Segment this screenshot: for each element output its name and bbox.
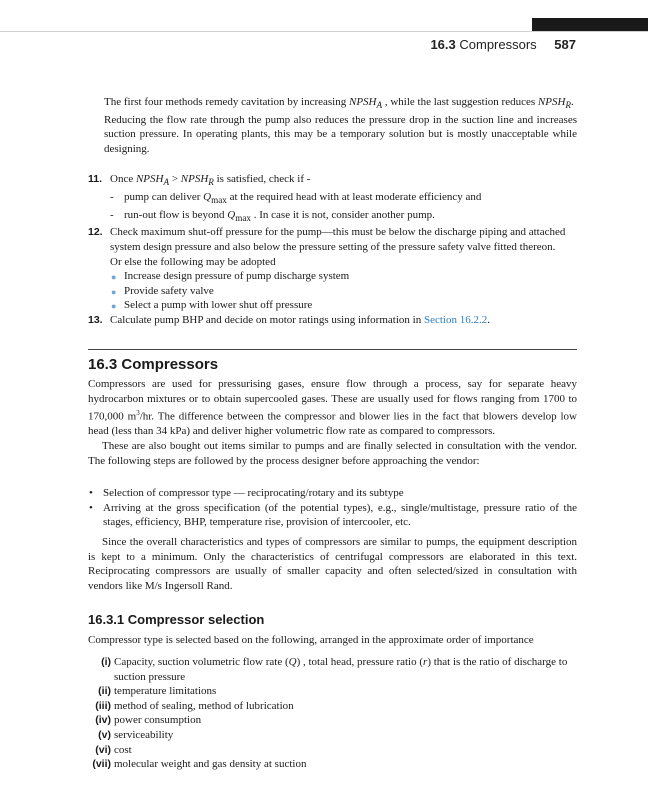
header-rule [0,31,648,32]
bullet-dot-icon: ● [111,286,117,297]
step-12-bullet-3: ● Select a pump with lower shut off pressure [110,298,578,313]
step-12: 12. Check maximum shut-off pressure for the pump—this must be below the discharge piping and attached system design pressure and also below the pressure setting of the pressure safety valve fitted thereon. Or else the following may be adopted ● Increase design pressure of pump discharge system ● Provide safety valve ● Select a pump with lower shut off pressure [88,225,578,313]
running-head [430,37,576,52]
compressor-step-bullet-1: • Selection of compressor type — reciprocating/rotary and its subtype [89,487,404,499]
step-11-sub-1: - pump can deliver $Q_{max}$ at the required head with at least moderate efficiency and [110,190,482,205]
step-12-text: Check maximum shut-off pressure for the pump—this must be below the discharge piping and attached system design pressure and also below the pressure setting of the pressure safety valve fitted thereon. [110,226,566,253]
selection-intro-block [88,633,577,648]
step-12-or-else: Or else the following may be adopted [110,255,276,268]
criterion-5: (v) serviceability [98,728,174,741]
criterion-4: (iv) power consumption [95,714,202,727]
section-link[interactable]: Section 16.2.2 [423,313,488,326]
criterion-3: (iii) method of sealing, method of lubrication [95,699,294,712]
header-bar [532,18,648,31]
selection-criteria-list [88,655,577,772]
page-number: 587 [554,37,576,52]
subsection-heading: 16.3.1 Compressor selection [88,612,265,627]
bullet-icon: • [89,487,93,499]
criterion-2: (ii) temperature limitations [98,685,217,698]
selection-intro: Compressor type is selected based on the following, arranged in the approximate order of importance [88,634,534,646]
step-13: 13. Calculate pump BHP and decide on motor ratings using information in Section 16.2.2. [88,313,490,326]
step-12-bullet-2: ● Provide safety valve [110,284,578,299]
running-head-title: Compressors [459,37,537,52]
step-12-bullet-1: ● Increase design pressure of pump discharge system [110,269,578,284]
criterion-6: (vi) cost [95,743,132,756]
criterion-7: (vii) molecular weight and gas density at suction [92,758,307,771]
intro-paragraph-1: The first four methods remedy cavitation by increasing $NPSH_A$ , while the last suggestion reduces $NPSH_R$. [104,96,574,111]
section-heading: 16.3 Compressors [88,356,219,373]
step-11-sub-2: - run-out flow is beyond $Q_{max}$ . In case it is not, consider another pump. [110,208,435,223]
compressors-paragraph-1: Compressors are used for pressurising gases, ensure flow through a process, say for separate heavy hydrocarbon mixtures or to obtain supercooled gases. These are usually used for flows ranging from 1700 to 170,000 $m^3/hr$. The difference between the compressor and blower lies in the fact that blowers develop low head (less than 34 kPa) and deliver higher volumetric flow rate as compared to compressors. [88,378,577,438]
compressors-intro [88,377,577,468]
compressor-step-bullet-2: • Arriving at the gross specification (of the potential types), e.g., single/multistage, pressure ratio of the stages, efficiency, BHP, temperature rise, provision of intercooler, etc. [89,501,577,529]
steps-list [88,172,578,328]
running-head-section: 16.3 [430,37,456,52]
compressors-paragraph-3: Since the overall characteristics and types of compressors are similar to pumps, the equipment description is kept to a minimum. Only the characteristics of centrifugal compressors are elaborated in this text. Reciprocating compressors are usually of smaller capacity and often selected/sized in consultation with vendors like M/s Ingersoll Rand. [88,536,577,592]
criterion-1: (i) Capacity, suction volumetric flow rate (Q) , total head, pressure ratio (r) that is the ratio of discharge to suction pressure [101,656,568,683]
bullet-dot-icon: ● [111,272,117,283]
bullet-icon: • [89,501,93,514]
step-11: 11. Once $NPSH_A$ > $NPSH_R$ is satisfied, check if - - pump can deliver $Q_{max}$ at the required head with at least moderate efficiency and - run-out flow is beyond $Q_{max}$ . In case it is not, consider another pump. [88,172,578,225]
section-rule [88,349,577,350]
compressor-steps-list [88,486,577,530]
intro-paragraph-2: Reducing the flow rate through the pump also reduces the pressure drop in the suction line and increases suction pressure. In operating plants, this may be a temporary solution but is mostly unacceptable while designing. [104,113,577,155]
bullet-dot-icon: ● [111,301,117,312]
intro-block [104,95,577,157]
compressors-paragraph-3-block [88,535,577,593]
compressors-paragraph-2: These are also bought out items similar to pumps and are finally selected in consultation with the vendor. The following steps are followed by the process designer before approaching the vendor: [88,440,577,467]
